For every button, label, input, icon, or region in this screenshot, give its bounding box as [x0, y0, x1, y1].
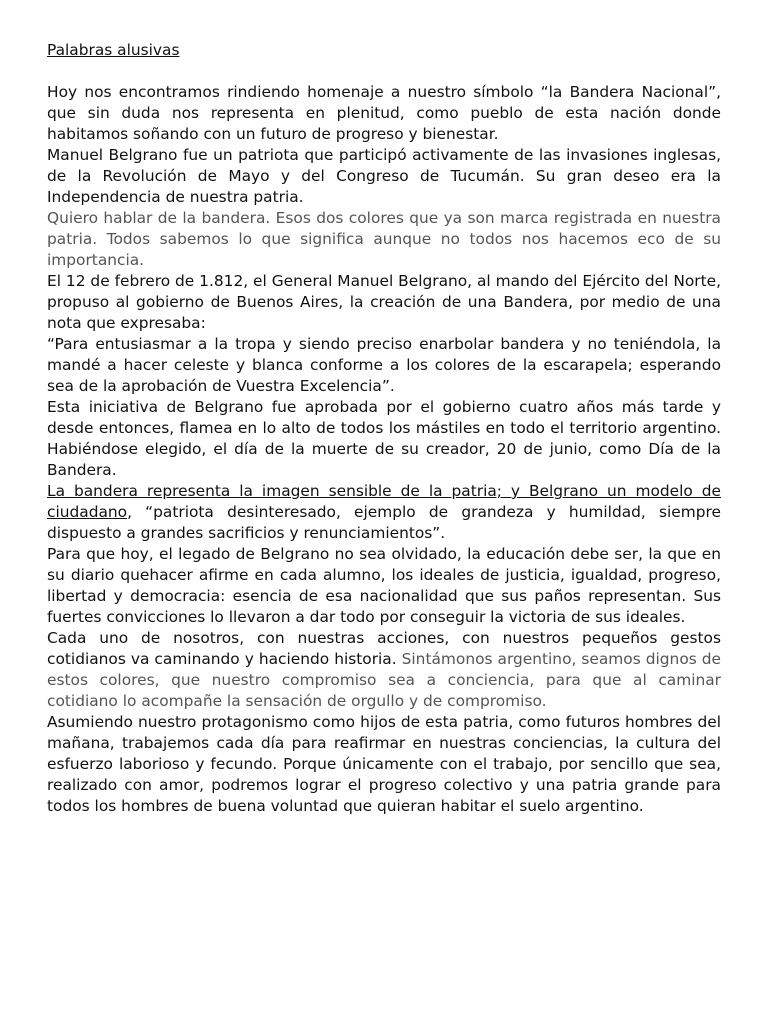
- paragraph-creacion-bandera: El 12 de febrero de 1.812, el General Manuel Belgrano, al mando del Ejército del Norte, propuso al gobierno de Buenos Aires, la creación de una Bandera, por medio de una nota que expresaba:: [47, 272, 721, 332]
- paragraph-protagonismo: Asumiendo nuestro protagonismo como hijos de esta patria, como futuros hombres del mañana, trabajemos cada día para reafirmar en nuestras conciencias, la cultura del esfuerzo laborioso y fecundo. Porque únicamente con el trabajo, por sencillo que sea, realizado con amor, podremos lograr el progreso colectivo y una patria grande para todos los hombres de buena voluntad que quieran habitar el suelo argentino.: [47, 713, 721, 815]
- paragraph-bandera-colores: Quiero hablar de la bandera. Esos dos colores que ya son marca registrada en nuestra patria. Todos sabemos lo que significa aunque no todos nos hacemos eco de su importancia.: [47, 209, 721, 269]
- document-page: [47, 40, 721, 817]
- paragraph-cita-belgrano: “Para entusiasmar a la tropa y siendo preciso enarbolar bandera y no teniéndola, la mandé a hacer celeste y blanca conforme a los colores de la escarapela; esperando sea de la aprobación de Vuestra Excelencia”.: [47, 335, 721, 395]
- paragraph-homenaje: Hoy nos encontramos rindiendo homenaje a nuestro símbolo “la Bandera Nacional”, que sin duda nos representa en plenitud, como pueblo de esta nación donde habitamos soñando con un futuro de progreso y bienestar.: [47, 83, 721, 143]
- orgullo-text: Sintámonos argentino, seamos dignos de estos colores, que nuestro compromiso sea a conciencia, para que al caminar cotidiano lo acompañe la sensación de orgullo y de compromiso.: [47, 650, 722, 710]
- historia-text: Cada uno de nosotros, con nuestras acciones, con nuestros pequeños gestos cotidianos va caminando y haciendo historia.: [47, 629, 721, 668]
- paragraph-dia-bandera: Esta iniciativa de Belgrano fue aprobada por el gobierno cuatro años más tarde y desde entonces, flamea en lo alto de todos los mástiles en todo el territorio argentino. Habiéndose elegido, el día de la muerte de su creador, 20 de junio, como Día de la Bandera.: [47, 398, 721, 479]
- underlined-phrase: La bandera representa la imagen sensible de la patria; y Belgrano un modelo de ciudadano: [47, 482, 721, 521]
- document-title: Palabras alusivas: [47, 41, 180, 59]
- paragraph-historia: [47, 628, 721, 712]
- quote-continuation: , “patriota desinteresado, ejemplo de grandeza y humildad, siempre dispuesto a grandes sacrificios y renunciamientos”.: [47, 503, 721, 542]
- paragraph-legado-educacion: Para que hoy, el legado de Belgrano no sea olvidado, la educación debe ser, la que en su diario quehacer afirme en cada alumno, los ideales de justicia, igualdad, progreso, libertad y democracia: esencia de esa nacionalidad que sus paños representan. Sus fuertes convicciones lo llevaron a dar todo por conseguir la victoria de sus ideales.: [47, 545, 721, 626]
- paragraph-imagen-patria: [47, 481, 721, 544]
- paragraph-belgrano: Manuel Belgrano fue un patriota que participó activamente de las invasiones inglesas, de la Revolución de Mayo y del Congreso de Tucumán. Su gran deseo era la Independencia de nuestra patria.: [47, 146, 721, 206]
